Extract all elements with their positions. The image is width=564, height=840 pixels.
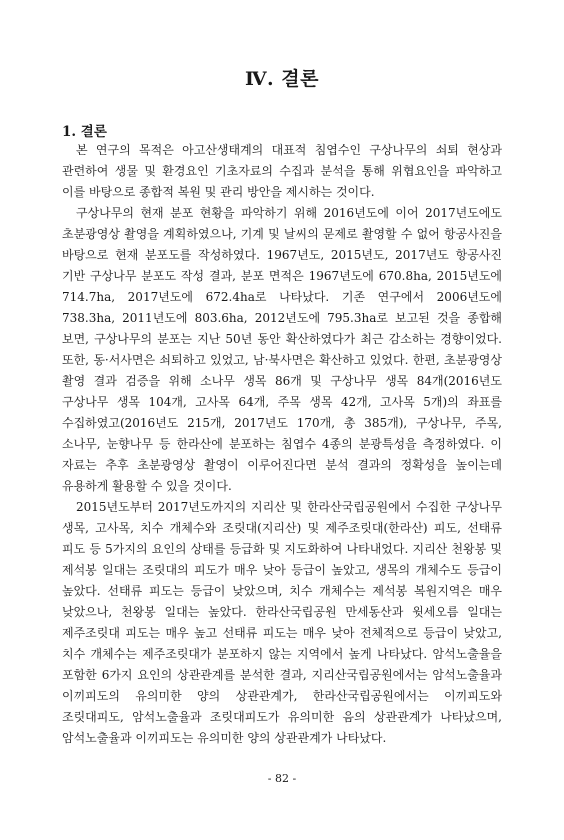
body-text bbox=[62, 140, 502, 749]
page-number: - 82 - bbox=[267, 772, 297, 785]
paragraph-distribution: 구상나무의 현재 분포 현황을 파악하기 위해 2016년도에 이어 2017년도에도 초분광영상 촬영을 계획하였으나, 기계 및 날씨의 문제로 촬영할 수 없어 항공사진을 바탕으로 현재 분포도를 작성하였다. 1967년도, 2015년도, 2017년도 항공사진 기반 구상나무 분포도 작성 결과, 분포 면적은 1967년도에 670.8ha, 2015년도에 714.7ha, 2017년도에 672.4ha로 나타났다. 기존 연구에서 2006년도에 738.3ha, 2011년도에 803.6ha, 2012년도에 795.3ha로 보고된 것을 종합해 보면, 구상나무의 분포는 지난 50년 동안 확산하였다가 최근 감소하는 경향이었다. 또한, 동·서사면은 쇠퇴하고 있었고, 남·북사면은 확산하고 있었다. 한편, 초분광영상 촬영 결과 검증을 위해 소나무 생목 86개 및 구상나무 생목 84개(2016년도 구상나무 생목 104개, 고사목 64개, 주목 생목 42개, 고사목 5개)의 좌표를 수집하였고(2016년도 215개, 2017년도 170개, 총 385개), 구상나무, 주목, 소나무, 눈향나무 등 한라산에 분포하는 침엽수 4종의 분광특성을 측정하였다. 이 자료는 추후 초분광영상 촬영이 이루어진다면 분석 결과의 정확성을 높이는데 유용하게 활용할 수 있을 것이다. bbox=[62, 206, 502, 493]
section-heading: 1. 결론 bbox=[62, 124, 107, 140]
paragraph-factor-analysis: 2015년도부터 2017년도까지의 지리산 및 한라산국립공원에서 수집한 구상나무 생목, 고사목, 치수 개체수와 조릿대(지리산) 및 제주조릿대(한라산) 피도, 선태류 피도 등 5가지의 요인의 상태를 등급화 및 지도화하여 나타내었다. 지리산 천왕봉 및 제석봉 일대는 조릿대의 피도가 매우 낮아 등급이 높았고, 생목의 개체수도 등급이 높았다. 선태류 피도는 등급이 낮았으며, 치수 개체수는 제석봉 복원지역은 매우 낮았으나, 천왕봉 일대는 높았다. 한라산국립공원 만세동산과 윗세오름 일대는 제주조릿대 피도는 매우 높고 선태류 피도는 매우 낮아 전체적으로 등급이 낮았고, 치수 개체수는 제주조릿대가 분포하지 않는 지역에서 높게 나타났다. 암석노출율을 포함한 6가지 요인의 상관관계를 분석한 결과, 지리산국립공원에서는 암석노출율과 이끼피도의 유의미한 양의 상관관계가, 한라산국립공원에서는 이끼피도와 조릿대피도, 암석노출율과 조릿대피도가 유의미한 음의 상관관계가 나타났으며, 암석노출율과 이끼피도는 유의미한 양의 상관관계가 나타났다. bbox=[62, 500, 502, 745]
chapter-title: Ⅳ. 결론 bbox=[245, 68, 319, 90]
paragraph-purpose: 본 연구의 목적은 아고산생태계의 대표적 침엽수인 구상나무의 쇠퇴 현상과 관련하여 생물 및 환경요인 기초자료의 수집과 분석을 통해 위협요인을 파악하고 이를 바탕으로 종합적 복원 및 관리 방안을 제시하는 것이다. bbox=[62, 143, 502, 199]
